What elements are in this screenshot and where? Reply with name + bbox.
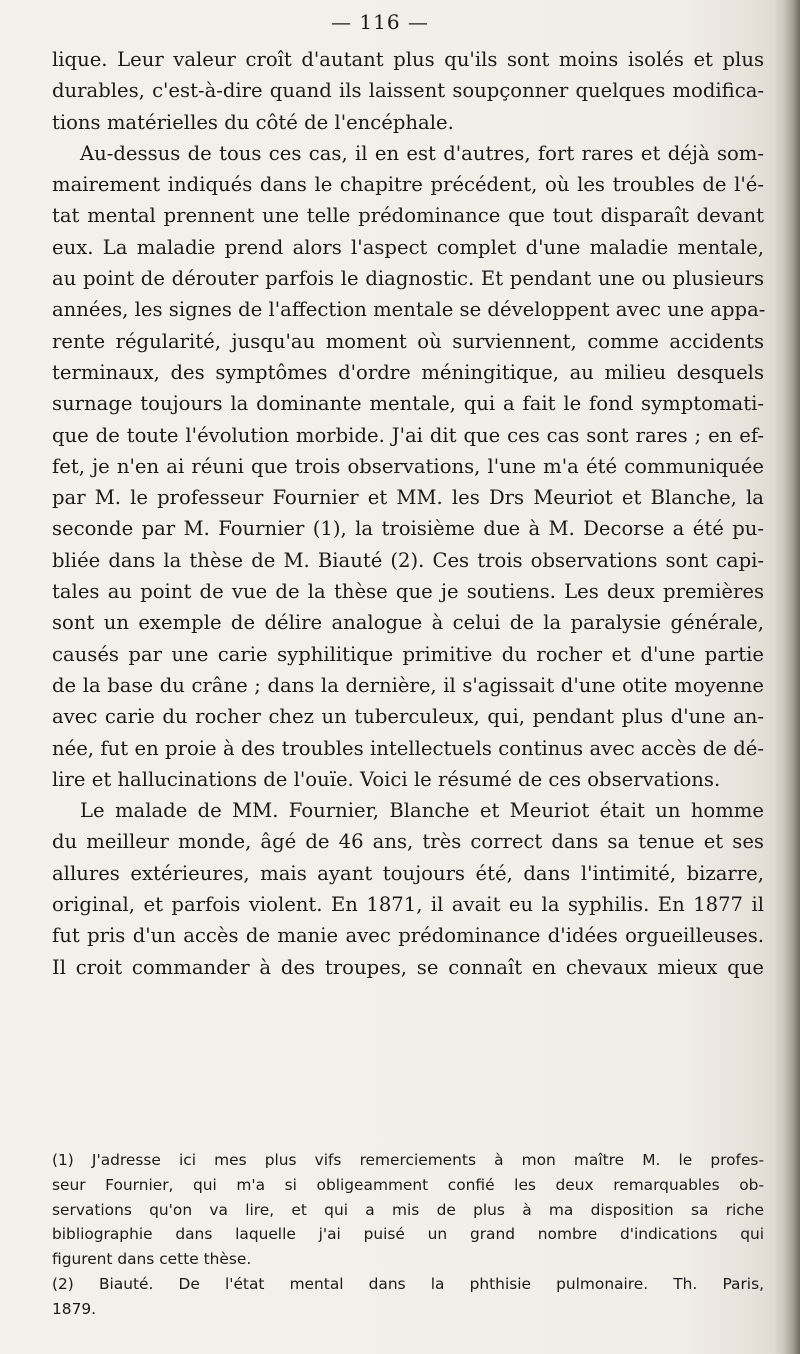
text-line: lique. Leur valeur croît d'autant plus qu'ils sont moins isolés et plus <box>52 48 764 71</box>
text-line: surnage toujours la dominante mentale, qui a fait le fond symptomati- <box>52 392 764 416</box>
text-line: lire et hallucinations de l'ouïe. Voici le résumé de ces observations. <box>52 767 721 791</box>
text-line: allures extérieures, mais ayant toujours été, dans l'intimité, bizarre, <box>52 861 764 885</box>
text-line: terminaux, des symptômes d'ordre méningitique, au milieu desquels <box>52 360 764 384</box>
footnote-line: (2) Biauté. De l'état mental dans la phthisie pulmonaire. Th. Paris, <box>52 1274 764 1293</box>
text-line: mairement indiqués dans le chapitre précédent, où les troubles de l'é- <box>52 173 764 197</box>
text-line: fet, je n'en ai réuni que trois observations, l'une m'a été communiquée <box>52 454 764 478</box>
text-line: durables, c'est-à-dire quand ils laissent soupçonner quelques modifica- <box>52 79 764 103</box>
text-line: bliée dans la thèse de M. Biauté (2). Ces trois observations sont capi- <box>52 548 764 572</box>
text-line: sont un exemple de délire analogue à celui de la paralysie générale, <box>52 611 764 635</box>
text-line: née, fut en proie à des troubles intellectuels continus avec accès de dé- <box>52 736 764 760</box>
text-line: rente régularité, jusqu'au moment où surviennent, comme accidents <box>52 329 764 353</box>
main-text <box>52 44 764 983</box>
text-line: avec carie du rocher chez un tuberculeux, qui, pendant plus d'une an- <box>52 705 764 729</box>
footnote-line: servations qu'on va lire, et qui a mis de plus à ma disposition sa riche <box>52 1200 764 1219</box>
footnote-line: seur Fournier, qui m'a si obligeamment confié les deux remarquables ob- <box>52 1175 764 1194</box>
footnote-line: (1) J'adresse ici mes plus vifs remerciements à mon maître M. le profes- <box>52 1151 764 1169</box>
text-line: tales au point de vue de la thèse que je soutiens. Les deux premières <box>52 580 764 604</box>
page-binding-shadow <box>774 0 800 1354</box>
text-line: tions matérielles du côté de l'encéphale. <box>52 110 454 134</box>
footnote-line: 1879. <box>52 1299 97 1318</box>
text-line: Au-dessus de tous ces cas, il en est d'autres, fort rares et déjà som- <box>80 141 764 165</box>
text-line: années, les signes de l'affection mentale se développent avec une appa- <box>52 298 766 322</box>
footnote-line: bibliographie dans laquelle j'ai puisé un grand nombre d'indications qui <box>52 1225 764 1244</box>
text-line: au point de dérouter parfois le diagnostic. Et pendant une ou plusieurs <box>52 267 764 291</box>
text-line: seconde par M. Fournier (1), la troisième due à M. Decorse a été pu- <box>52 517 764 541</box>
text-line: eux. La maladie prend alors l'aspect complet d'une maladie mentale, <box>52 235 764 259</box>
text-line: de la base du crâne ; dans la dernière, il s'agissait d'une otite moyenne <box>52 673 764 697</box>
text-line: fut pris d'un accès de manie avec prédominance d'idées orgueilleuses. <box>52 924 764 948</box>
text-line: Le malade de MM. Fournier, Blanche et Meuriot était un homme <box>80 799 764 823</box>
text-line: tat mental prennent une telle prédominance que tout disparaît devant <box>52 204 764 228</box>
text-line: que de toute l'évolution morbide. J'ai dit que ces cas sont rares ; en ef- <box>52 423 764 447</box>
page-number-header: — 116 — <box>331 10 429 34</box>
footnote-line: figurent dans cette thèse. <box>52 1250 252 1269</box>
text-line: Il croit commander à des troupes, se connaît en chevaux mieux que <box>52 955 764 979</box>
text-line: original, et parfois violent. En 1871, il avait eu la syphilis. En 1877 il <box>52 893 764 917</box>
footnotes <box>52 1148 764 1322</box>
text-line: par M. le professeur Fournier et MM. les Drs Meuriot et Blanche, la <box>52 486 764 510</box>
text-line: du meilleur monde, âgé de 46 ans, très correct dans sa tenue et ses <box>52 830 764 854</box>
text-line: causés par une carie syphilitique primitive du rocher et d'une partie <box>52 642 764 666</box>
